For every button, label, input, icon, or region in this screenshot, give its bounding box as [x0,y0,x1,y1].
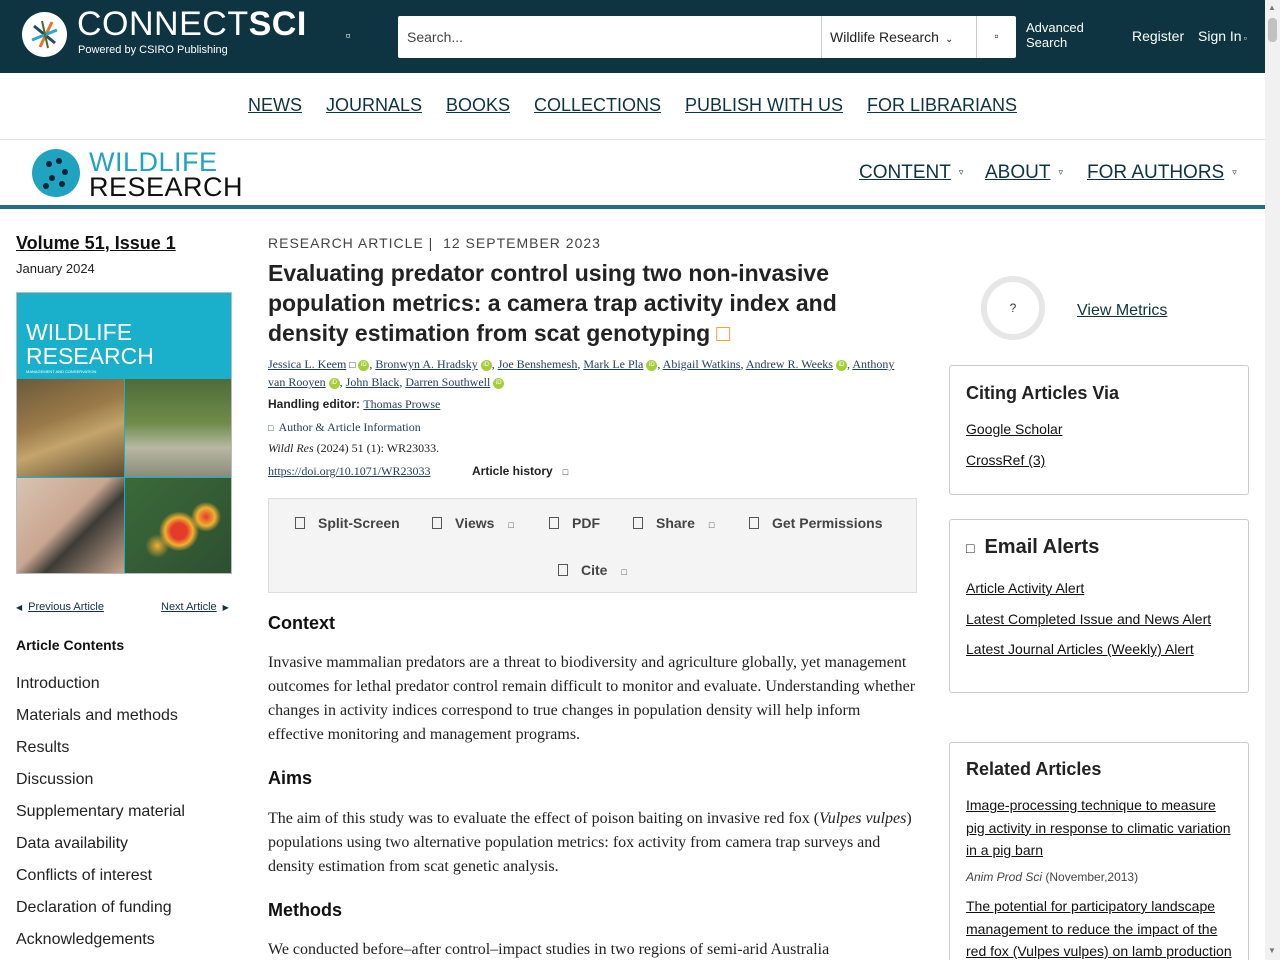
section-text-methods: We conducted before–after control–impact studies in two regions of semi-arid Australia [268,941,830,958]
citing-articles-heading: Citing Articles Via [966,383,1120,403]
email-alerts-heading [966,536,1099,559]
sign-in-icon: ▫ [1243,33,1247,43]
related-articles-panel [949,742,1249,960]
nav-journals[interactable]: JOURNALS [326,95,423,115]
author-link[interactable]: Anthony van Rooyen [268,357,895,389]
orcid-icon[interactable]: iD [836,360,847,371]
nav-news[interactable]: NEWS [248,95,302,115]
related-article-meta [966,870,1138,884]
cover-subtitle: MANAGEMENT AND CONSERVATION [26,369,97,374]
caret-down-icon: ▿ [1058,167,1063,178]
open-access-icon: □ [716,320,731,346]
author-link[interactable]: Darren Southwell [405,375,491,389]
doi-link[interactable]: https://doi.org/10.1071/WR23033 [268,464,431,478]
search-scope-label: Wildlife Research [830,29,939,45]
advanced-search-link[interactable]: Advanced Search [1026,20,1084,50]
author-info-label: Author & Article Information [278,420,421,434]
brand-light: CONNECT [77,5,249,43]
nav-for-librarians[interactable]: FOR LIBRARIANS [867,95,1018,115]
cover-photo-turtle [17,478,124,574]
journal-nav-content-label: CONTENT [859,162,951,183]
previous-article-link[interactable] [16,601,104,613]
orcid-icon[interactable]: iD [329,378,340,389]
author-link[interactable]: Joe Benshemesh [497,357,578,371]
toc-introduction[interactable]: Introduction [16,675,100,692]
bell-icon: □ [966,540,975,556]
journal-nav-for-authors[interactable] [1087,162,1237,184]
brand-bold: SCI [248,5,307,43]
aims-text-part1: The aim of this study was to evaluate the effect of poison baiting on invasive red fox ( [268,810,820,827]
journal-nav-about-label: ABOUT [985,162,1051,183]
sign-in-label: Sign In [1198,28,1242,44]
cover-title-line2: RESEARCH [26,343,154,369]
site-header [0,0,1265,73]
journal-nav-about[interactable] [985,162,1063,184]
article-activity-alert-link[interactable]: Article Activity Alert [966,580,1085,596]
scroll-up-icon[interactable]: ▲ [1268,3,1276,12]
handling-editor-link[interactable]: Thomas Prowse [363,397,441,411]
article-title-text: Evaluating predator control using two non-invasive population metrics: a camera trap activity index and density estimation from scat genotyping [268,260,837,346]
cite-icon [558,564,568,576]
journal-abbrev: Wildl Res [268,441,314,455]
pdf-icon [549,517,559,529]
author-link[interactable]: Andrew R. Weeks [745,357,833,371]
altmetric-badge-icon[interactable]: ? [981,276,1045,340]
search-scope-select[interactable] [821,16,976,58]
separator: | [423,235,444,251]
search-input[interactable] [398,16,821,58]
cover-title-line1: WILDLIFE [26,319,133,345]
journal-nav-content[interactable] [859,162,963,184]
toc-data-availability[interactable]: Data availability [16,835,129,852]
journal-title-line1[interactable]: WILDLIFE [89,147,218,177]
chevron-left-icon: ◀ [16,603,23,612]
chevron-down-icon: ⌄ [944,34,954,45]
get-permissions-label: Get Permissions [772,515,883,531]
aims-text-part2: ) populations using two alternative population metrics: fox activity from camera trap surveys and density estimation from scat genetic analysis. [268,810,912,875]
pdf-button[interactable] [549,515,600,531]
journal-nav-for-authors-label: FOR AUTHORS [1087,162,1225,183]
toc-discussion[interactable]: Discussion [16,771,94,788]
next-article-label: Next Article [161,601,217,613]
google-scholar-link[interactable]: Google Scholar [966,421,1063,437]
split-screen-label: Split-Screen [318,515,400,531]
caret-down-icon: □ [508,520,514,530]
journal-header [0,140,1265,209]
author-link[interactable]: Mark Le Pla [583,357,644,371]
journal-title-line2[interactable]: RESEARCH [89,172,244,202]
article-type-line [268,235,601,251]
citation-line [268,441,439,456]
latest-issue-alert-link[interactable]: Latest Completed Issue and News Alert [966,611,1212,627]
search-bar [398,16,1016,58]
next-article-link[interactable] [161,601,229,613]
caret-down-icon: ▿ [958,167,964,178]
article-type: RESEARCH ARTICLE [268,235,424,251]
related-article-link[interactable]: The potential for participatory landscape management to reduce the impact of the red fox (Vulpes vulpes) on lamb production [966,898,1232,959]
orcid-icon[interactable]: iD [358,360,369,371]
views-label: Views [455,515,495,531]
author-link[interactable]: Bronwyn A. Hradsky [375,357,478,371]
weekly-alert-link[interactable]: Latest Journal Articles (Weekly) Alert [966,641,1194,657]
section-heading-aims: Aims [268,768,313,788]
nav-publish-with-us[interactable]: PUBLISH WITH US [685,95,844,115]
orcid-icon[interactable]: iD [646,360,657,371]
nav-books[interactable]: BOOKS [446,95,511,115]
cite-dropdown[interactable] [558,562,627,578]
caret-down-icon: □ [621,567,627,577]
toc-declaration-of-funding[interactable]: Declaration of funding [16,899,172,916]
scroll-down-icon[interactable]: ▼ [1268,946,1276,955]
orcid-icon[interactable]: iD [481,360,492,371]
section-heading-methods: Methods [268,900,342,920]
issue-date: January 2024 [16,261,95,276]
caret-down-icon: □ [708,520,715,530]
aims-species: Vulpes vulpes [819,810,907,827]
section-text-aims [268,807,917,879]
article-history-toggle[interactable] [472,464,568,478]
handling-editor [268,397,440,412]
split-screen-button[interactable] [295,515,400,531]
citing-articles-panel [949,365,1249,495]
article-title [268,258,908,348]
email-alerts-heading-text: Email Alerts [984,536,1100,558]
toc-results[interactable]: Results [16,739,70,756]
author-link[interactable]: Jessica L. Keem [268,357,347,371]
section-heading-context: Context [268,613,335,633]
toc-conflicts-of-interest[interactable]: Conflicts of interest [16,867,153,884]
split-screen-icon [295,517,305,529]
cover-photo-heatmap [125,478,232,574]
cover-photo-deer [125,379,232,477]
article-contents-heading: Article Contents [16,637,125,653]
chevron-right-icon: ▶ [222,603,229,612]
toc-acknowledgements[interactable]: Acknowledgements [16,931,155,948]
section-text-context: Invasive mammalian predators are a threat to biodiversity and agriculture globally, yet management outcomes for lethal predator control remain difficult to monitor and evaluate. Understanding whether changes in activity indices correspond to true changes in population density will help inform effective monitoring and management programs. [268,654,916,743]
issue-cover-image[interactable] [16,292,232,574]
wildlife-research-logo-icon[interactable] [32,149,80,197]
citation-text: (2024) 51 (1): WR23033. [316,441,440,455]
handling-editor-label: Handling editor: [268,397,360,411]
sign-in-link[interactable] [1198,28,1247,44]
author-link[interactable]: Abigail Watkins [662,357,741,371]
connectsci-logo-icon[interactable] [22,12,67,57]
share-icon [633,517,643,529]
issue-volume-link[interactable]: Volume 51, Issue 1 [16,233,176,253]
previous-article-label: Previous Article [28,601,104,613]
crossref-link[interactable]: CrossRef (3) [966,452,1046,468]
main-navigation [0,73,1265,140]
plus-icon: □ [562,467,569,477]
nav-collections[interactable]: COLLECTIONS [534,95,662,115]
page-scrollbar[interactable] [1265,0,1280,960]
cover-photo-predator [17,379,124,477]
related-article-journal: Anim Prod Sci [966,870,1043,884]
get-permissions-button[interactable] [749,515,883,531]
article-toolbar [268,498,917,593]
scroll-thumb[interactable] [1268,18,1277,42]
menu-icon[interactable]: ▫ [345,27,351,43]
search-icon[interactable]: ▫ [976,16,1016,58]
register-link[interactable]: Register [1132,28,1185,44]
connectsci-wordmark[interactable] [77,5,307,44]
author-link[interactable]: John Black [345,375,400,389]
mail-icon[interactable]: □ [349,360,356,371]
brand-subtitle: Powered by CSIRO Publishing [78,44,228,56]
caret-down-icon: ▿ [1232,167,1237,178]
related-article-date: (November,2013) [1045,870,1139,884]
related-article-link[interactable]: Image-processing technique to measure pig activity in response to climatic variation in a pig barn [966,797,1231,858]
author-info-toggle[interactable] [268,420,421,435]
views-icon [432,517,442,529]
article-history-label: Article history [472,464,553,478]
share-label: Share [656,515,695,531]
toc-materials-and-methods[interactable]: Materials and methods [16,707,178,724]
author-list: Jessica L. Keem □ iD , Bronwyn A. Hradsky iD , Joe Benshemesh, Mark Le Pla iD , Abigail Watkins, Andrew R. Weeks iD , Anthony van Rooyen iD , John Black, Darren Southwell iD [268,357,895,389]
share-dropdown[interactable] [633,515,714,531]
permissions-icon [749,517,759,529]
related-articles-heading: Related Articles [966,759,1102,779]
email-alerts-panel [949,519,1249,693]
orcid-icon[interactable]: iD [493,378,504,389]
cite-label: Cite [581,562,608,578]
article-date: 12 SEPTEMBER 2023 [443,235,601,251]
plus-icon: □ [268,423,274,433]
view-metrics-link[interactable]: View Metrics [1077,302,1168,319]
pdf-label: PDF [572,515,600,531]
views-dropdown[interactable] [432,515,514,531]
toc-supplementary-material[interactable]: Supplementary material [16,803,185,820]
